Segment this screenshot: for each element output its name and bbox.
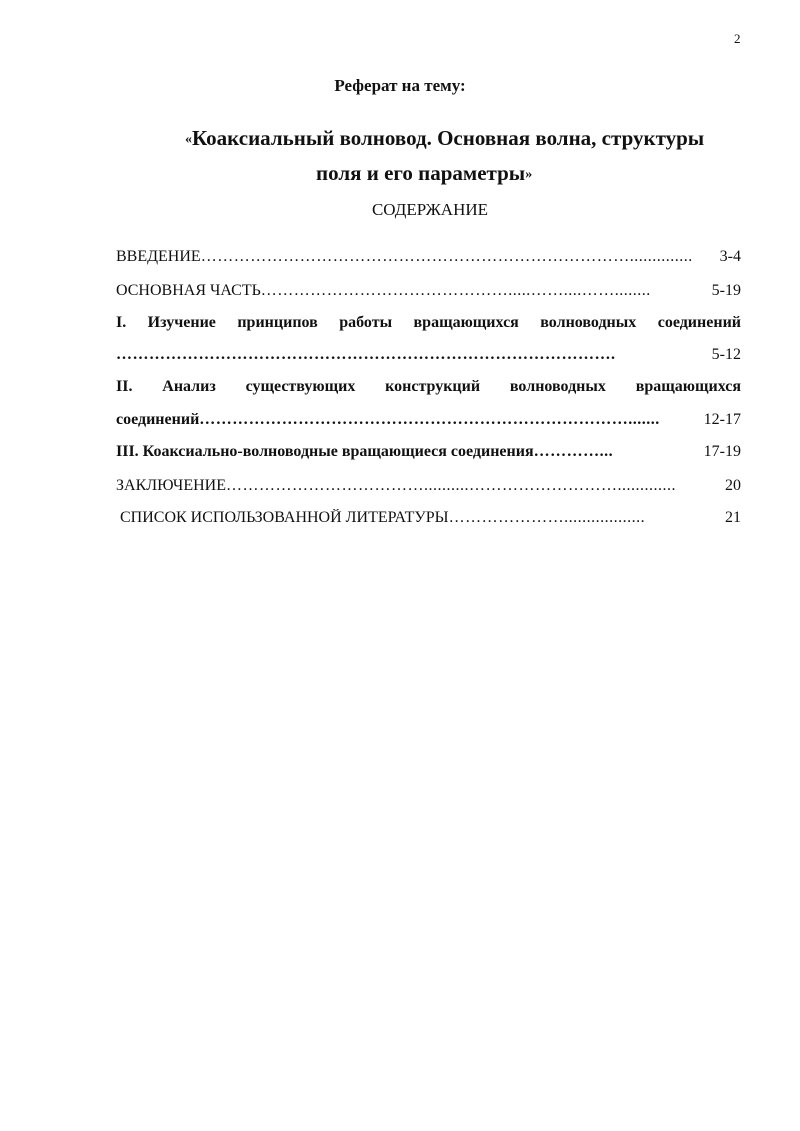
toc-label: ОСНОВНАЯ ЧАСТЬ: [116, 282, 261, 299]
toc-pages: 5-12: [711, 346, 741, 363]
toc-pages: 20: [725, 477, 741, 494]
toc-pages: 3-4: [719, 248, 741, 265]
toc-entry-part3[interactable]: [116, 443, 741, 461]
toc-entry-conclusion[interactable]: [116, 477, 741, 495]
toc-label: I. Изучение принципов работы вращающихся волноводных соединений: [116, 314, 741, 331]
page-number: 2: [734, 31, 741, 46]
toc-entry-part2-leader[interactable]: [116, 411, 741, 429]
toc-pages: 5-19: [711, 282, 741, 299]
toc-entry-part1-leader[interactable]: [116, 346, 741, 364]
toc-label: ЗАКЛЮЧЕНИЕ: [116, 477, 226, 494]
title-text-2: поля и его параметры: [316, 161, 526, 185]
title-line-2: [316, 161, 532, 186]
toc-label: II. Анализ существующих конструкций волноводных вращающихся: [116, 378, 741, 395]
open-quote: «: [185, 132, 192, 147]
toc-entry-part2-label[interactable]: [116, 378, 741, 396]
contents-heading: СОДЕРЖАНИЕ: [371, 200, 489, 219]
toc-leader: ……………………………………….....……....……........: [260, 282, 651, 299]
toc-entry-intro[interactable]: [116, 248, 741, 266]
toc-pages: 21: [725, 509, 741, 526]
toc-leader: …………...: [533, 443, 614, 460]
toc-leader: ……………………………………………………………………..............: [200, 248, 693, 265]
toc-entry-part1-label[interactable]: [116, 314, 741, 332]
toc-label: III. Коаксиально-волноводные вращающиеся соединения: [116, 443, 534, 460]
toc-pages: 17-19: [703, 443, 741, 460]
toc-entry-references[interactable]: [116, 509, 741, 527]
toc-label: СПИСОК ИСПОЛЬЗОВАННОЙ ЛИТЕРАТУРЫ: [116, 509, 449, 526]
toc-leader: …………………………………………………………………….......: [199, 411, 660, 428]
close-quote: »: [525, 167, 533, 182]
essay-heading: Реферат на тему:: [334, 76, 466, 95]
title-text-1: Коаксиальный волновод. Основная волна, структуры: [192, 126, 705, 150]
toc-leader: ………………………………..........……………………….............: [225, 477, 676, 494]
toc-label: ВВЕДЕНИЕ: [116, 248, 201, 265]
toc-label-continued: соединений: [116, 411, 200, 428]
toc-pages: 12-17: [703, 411, 741, 428]
toc-leader: ……………………………………………………………………………….: [116, 346, 616, 363]
title-line-1: [185, 126, 704, 151]
toc-leader: …………………..................: [448, 509, 646, 526]
toc-entry-main[interactable]: [116, 282, 741, 300]
